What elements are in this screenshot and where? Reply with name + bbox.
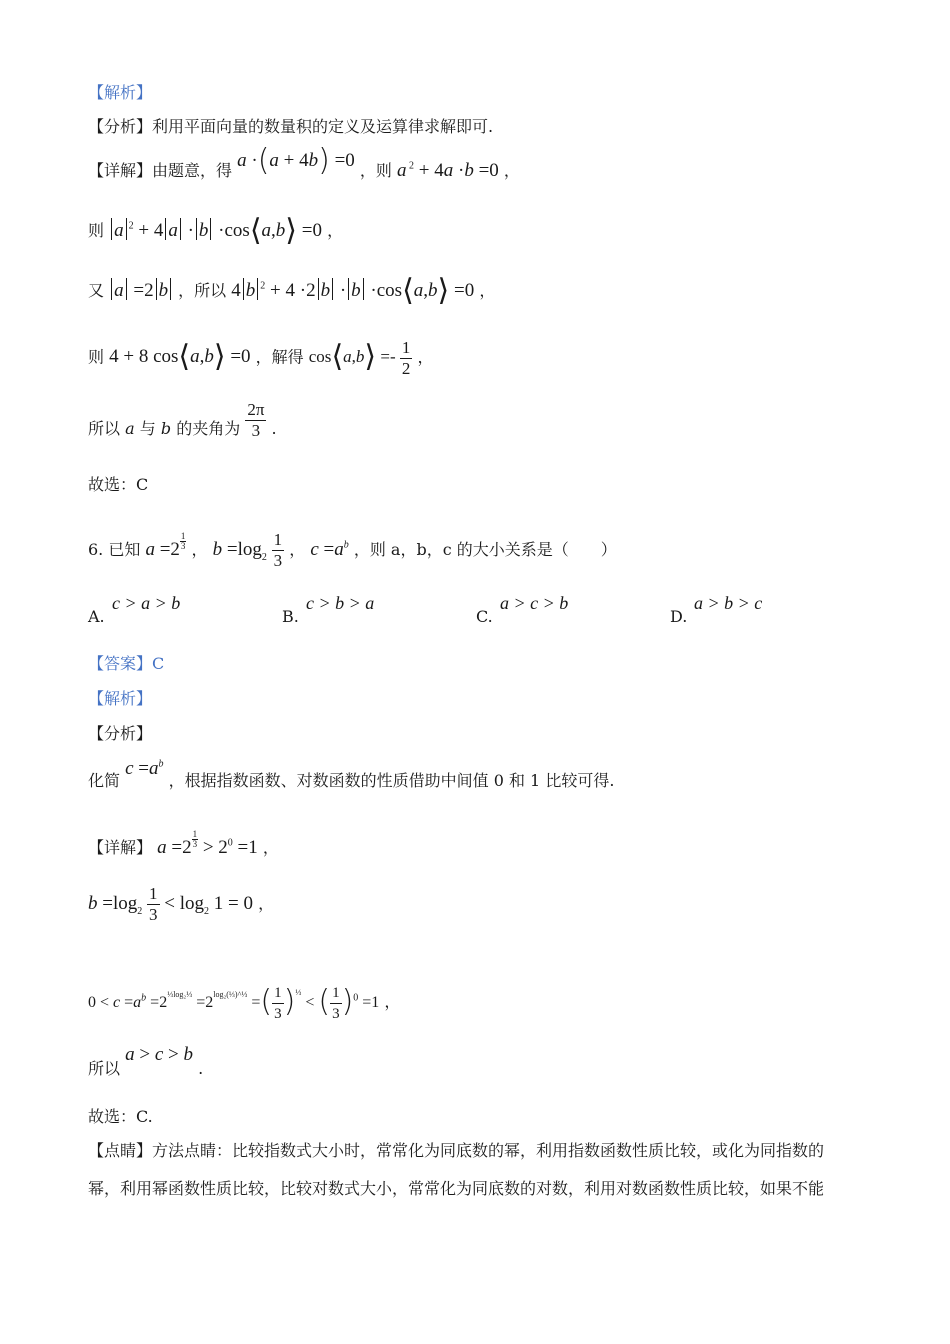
option-b-letter: B. xyxy=(282,607,299,626)
c-line-end: ， xyxy=(384,992,401,1011)
option-c-expr: a > c > b xyxy=(500,593,569,613)
line-3-end: ， xyxy=(479,281,496,300)
option-b-expr: c > b > a xyxy=(306,593,375,613)
b-line-end: ， xyxy=(258,893,275,913)
simplify-suffix: ，根据指数函数、对数函数的性质借助中间值 0 和 1 比较可得. xyxy=(168,771,615,790)
option-c-letter: C. xyxy=(476,607,493,626)
detail-1-prefix: 【详解】由题意，得 xyxy=(88,161,233,180)
option-c[interactable] xyxy=(476,593,569,626)
option-b[interactable] xyxy=(282,593,375,626)
var-b: b xyxy=(160,419,172,438)
option-d-expr: a > b > c xyxy=(694,593,763,613)
formula-b-compare: $b =\log_2$ $\frac{1}{3}$ < $\log_2 1 = 0$ xyxy=(88,884,253,924)
detail-line-4 xyxy=(88,338,433,379)
formula-4: a =2 b xyxy=(109,280,173,301)
detail-line-3 xyxy=(88,273,496,308)
detail-line-1 xyxy=(88,143,520,182)
formula-6: 4 + 8 cos⟨a,b⟩ =0 xyxy=(109,339,251,375)
line-2-end: ， xyxy=(327,221,344,240)
so-prefix: 所以 xyxy=(88,1059,121,1078)
option-a-letter: A. xyxy=(88,607,105,626)
q6-sep1: ， xyxy=(191,539,208,559)
detail-2-prefix: 【详解】 xyxy=(88,838,153,857)
q6-sep2: ， xyxy=(289,539,306,559)
formula-5: 4 b $^2$ + 4 ·2 b · b ·cos⟨a,b⟩ =0 xyxy=(231,273,475,308)
option-d-letter: D. xyxy=(670,607,688,626)
line-3-mid: ，所以 xyxy=(178,281,227,300)
simplify-prefix: 化简 xyxy=(88,771,121,790)
option-a[interactable] xyxy=(88,593,181,626)
so-end: . xyxy=(198,1059,204,1078)
dianjing-line-2: 幂，利用幂函数性质比较，比较对数式大小，常常化为同底数的对数，利用对数函数性质比较，如果不能 xyxy=(88,1179,825,1198)
formula-1: a ·(a + 4b) =0 xyxy=(237,143,355,178)
b-line xyxy=(88,884,274,925)
dianjing-line-1: 【点睛】方法点睛：比较指数式大小时，常常化为同底数的幂，利用指数函数性质比较，或化为同指数的 xyxy=(88,1141,825,1160)
detail-1-end: ， xyxy=(503,161,520,180)
detail-2-line xyxy=(88,830,279,859)
line-5-and: 与 xyxy=(139,419,156,438)
q6-suffix: ，则 a，b，c 的大小关系是（ ） xyxy=(353,539,617,559)
analysis-heading-3: 【分析】 xyxy=(88,724,153,743)
formula-a-compare: a =2 $\frac{1}{3}$ > $2^0 =1$ xyxy=(157,829,258,858)
option-d[interactable] xyxy=(670,593,763,626)
detail-line-5 xyxy=(88,400,277,441)
line-5-prefix: 所以 xyxy=(88,419,121,438)
analysis-text: 【分析】利用平面向量的数量积的定义及运算律求解即可. xyxy=(88,117,494,136)
detail-1-mid: ，则 xyxy=(359,161,392,180)
choice-line-2: 故选：C. xyxy=(88,1107,153,1126)
option-a-expr: c > a > b xyxy=(112,593,181,613)
line-4-prefix: 则 xyxy=(88,347,105,367)
c-line xyxy=(88,982,400,1024)
formula-3: a $^2$ + 4 a · b ·cos⟨a,b⟩ =0 xyxy=(109,220,322,241)
question-6 xyxy=(88,530,617,571)
so-line xyxy=(88,1044,204,1080)
line-4-end: ， xyxy=(417,347,434,367)
formula-7: cos⟨a,b⟩ =- $\frac{1}{2}$ xyxy=(308,338,411,378)
answer-text: 【答案】C xyxy=(88,654,165,673)
var-a: a xyxy=(125,419,135,438)
q6-c-def: $c =a^b$ xyxy=(310,538,349,560)
line-3-prefix: 又 xyxy=(88,281,105,300)
line-2-prefix: 则 xyxy=(88,221,105,240)
angle-fraction: $\frac{2\pi}{3}$ xyxy=(247,400,265,440)
analysis-heading: 【解析】 xyxy=(88,83,153,102)
line-5-text: 的夹角为 xyxy=(176,419,241,438)
formula-c-compare: $0 < c =a^b =2^{\frac{1}{3}log_2\frac{1}{3}} =2^{log_2(\frac{1}{3})\^{}\frac{1}{3}}$ =( $\frac{1}{3}$ )$^{\frac{1}{3}}$ < ( $\frac{1}{3}$ )$^0$ =1 xyxy=(88,984,380,1022)
simplify-formula: $c =a^b$ xyxy=(125,758,164,779)
q6-a-def: a =2 $\frac{1}{3}$ xyxy=(145,530,186,560)
line-5-end: . xyxy=(271,419,277,438)
q6-b-def: $b =\log_2$ $\frac{1}{3}$ xyxy=(212,530,283,570)
detail-line-2 xyxy=(88,213,344,248)
line-4-mid: ，解得 xyxy=(255,347,304,367)
choice-line-1: 故选：C xyxy=(88,475,149,494)
so-formula: a > c > b xyxy=(125,1044,193,1065)
simplify-line xyxy=(88,758,615,792)
q6-prefix: 6. 已知 xyxy=(88,539,141,559)
analysis-heading-2: 【解析】 xyxy=(88,689,153,708)
formula-2: a $^2$ + 4a ·b =0 xyxy=(397,160,499,181)
detail-2-end: ， xyxy=(262,838,279,857)
answer-line xyxy=(88,653,164,675)
